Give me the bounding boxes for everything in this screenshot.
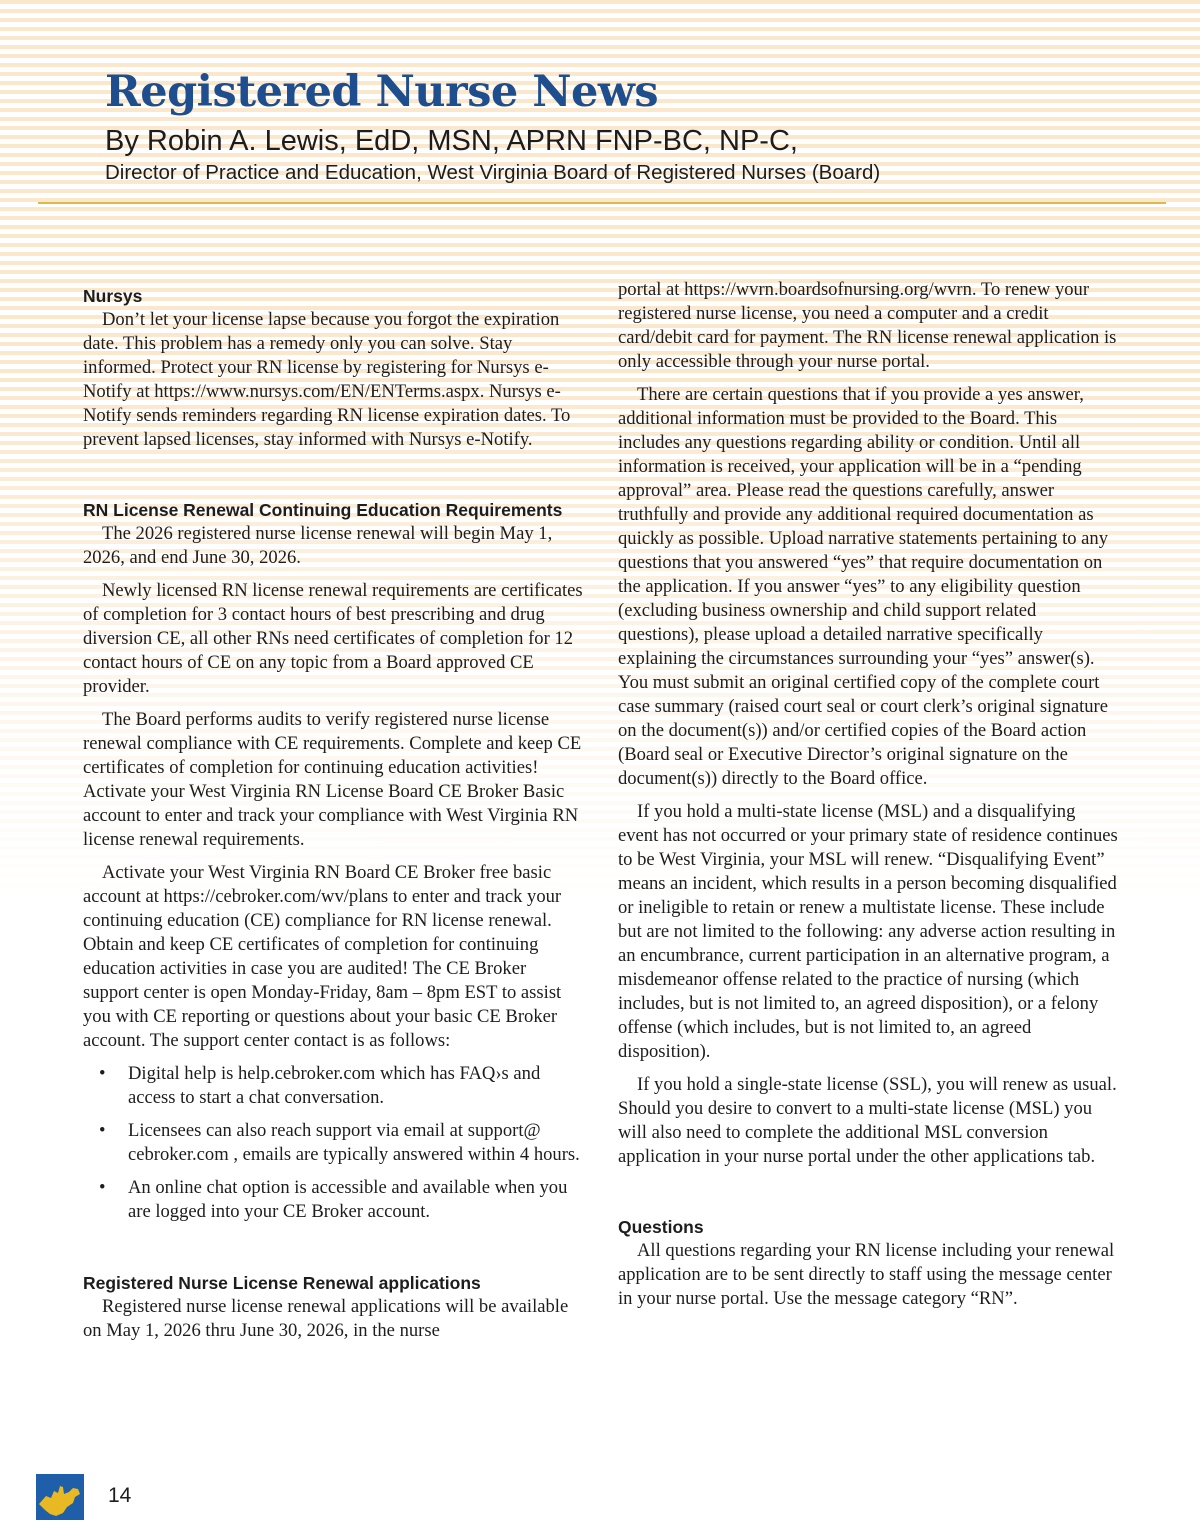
section-heading-ce: RN License Renewal Continuing Education Requirements [83,500,563,520]
paragraph: Newly licensed RN license renewal requirements are certificates of completion for 3 contact hours of best prescribing and drug diversion CE, all other RNs need certificates of completion for 12 contact hours of CE on any topic from a Board approved CE provider. [83,580,583,697]
section-heading-questions: Questions [618,1217,704,1237]
author-role: Director of Practice and Education, West Virginia Board of Registered Nurses (Board) [105,161,881,184]
list-item: • Licensees can also reach support via email at support@ cebroker.com , emails are typically answered within 4 hours. [83,1119,583,1167]
paragraph: Registered nurse license renewal applications will be available on May 1, 2026 thru June 30, 2026, in the nurse [83,1296,569,1341]
paragraph: Activate your West Virginia RN Board CE Broker free basic account at https://cebroker.com/wv/plans to enter and track your continuing education (CE) compliance for RN license renewal. Obtain and keep CE certificates of completion for continuing education activities in case you are audited! The CE Broker support center is open Monday-Friday, 8am – 8pm EST to assist you with CE reporting or questions about your basic CE Broker account. The support center contact is as follows: [83,862,562,1051]
author-byline: By Robin A. Lewis, EdD, MSN, APRN FNP-BC, NP-C, [105,125,798,157]
paragraph: There are certain questions that if you provide a yes answer, additional information must be provided to the Board. This includes any questions regarding ability or condition. Until all information is received, your application will be in a “pending approval” area. Please read the questions carefully, answer truthfully and provide any additional required documentation as quickly as possible. Upload narrative statements pertaining to any questions that you answered “yes” that require documentation on the application. If you answer “yes” to any eligibility question (excluding business ownership and child support related questions), please upload a detailed narrative specifically explaining the circumstances surrounding your “yes” answer(s). You must submit an original certified copy of the complete court case summary (raised court seal or court clerk’s original signature on the document(s)) and/or certified copies of the Board action (Board seal or Executive Director’s original signature on the document(s)) directly to the Board office. [618,384,1109,789]
section-heading-nursys: Nursys [83,286,143,306]
right-column [618,278,1118,1320]
article-header [105,66,1165,186]
paragraph: If you hold a single-state license (SSL), you will renew as usual. Should you desire to convert to a multi-state license (MSL) you will also need to complete the additional MSL conversion application in your nurse portal under the other applications tab. [618,1074,1117,1167]
list-item: • Digital help is help.cebroker.com which has FAQ›s and access to start a chat conversation. [83,1062,583,1110]
paragraph: The 2026 registered nurse license renewal will begin May 1, 2026, and end June 30, 2026. [83,523,553,568]
section-heading-applications: Registered Nurse License Renewal applications [83,1273,481,1293]
west-virginia-state-icon [36,1474,84,1520]
paragraph: The Board performs audits to verify registered nurse license renewal compliance with CE requirements. Complete and keep CE certificates of completion for continuing education activities! Activate your West Virginia RN License Board CE Broker Basic account to enter and track your compliance with West Virginia RN license renewal requirements. [83,709,582,850]
list-item: • An online chat option is accessible and available when you are logged into your CE Broker account. [83,1176,583,1224]
left-column [83,284,583,1352]
support-list [83,1062,583,1224]
paragraph: portal at https://wvrn.boardsofnursing.org/wvrn. To renew your registered nurse license, you need a computer and a credit card/debit card for payment. The RN license renewal application is only accessible through your nurse portal. [618,279,1117,372]
header-divider [38,202,1166,204]
page-number: 14 [108,1484,132,1507]
page-title: Registered Nurse News [105,67,659,117]
paragraph: If you hold a multi-state license (MSL) and a disqualifying event has not occurred or your primary state of residence continues to be West Virginia, your MSL will renew. “Disqualifying Event” means an incident, which results in a person becoming disqualified or ineligible to retain or renew a multistate license. These include but are not limited to the following: any adverse action resulting in an encumbrance, current participation in an alternative program, a misdemeanor offense related to the practice of nursing (which includes, but is not limited to, an agreed disposition), or a felony offense (which includes, but is not limited to, an agreed disposition). [618,801,1118,1062]
paragraph: Don’t let your license lapse because you forgot the expiration date. This problem has a remedy only you can solve. Stay informed. Protect your RN license by registering for Nursys e-Notify at https://www.nursys.com/EN/ENTerms.aspx. Nursys e-Notify sends reminders regarding RN license expiration dates. To prevent lapsed licenses, stay informed with Nursys e-Notify. [83,309,571,450]
paragraph: All questions regarding your RN license including your renewal application are to be sent directly to staff using the message center in your nurse portal. Use the message category “RN”. [618,1240,1115,1309]
